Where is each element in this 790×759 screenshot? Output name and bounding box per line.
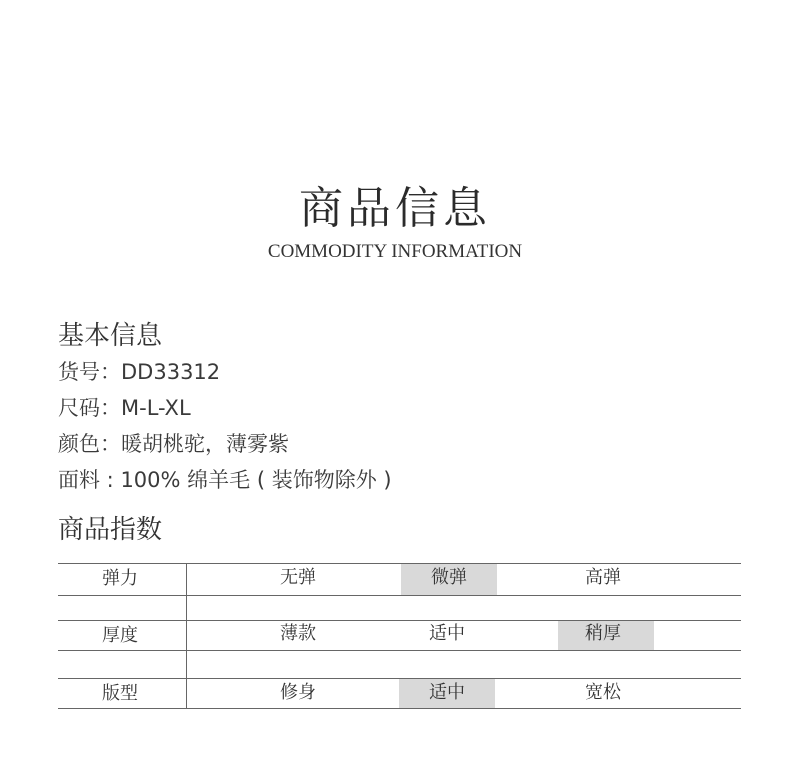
row-name-thickness: 厚度 bbox=[102, 625, 138, 646]
table-line bbox=[58, 678, 741, 679]
info-label: 货号： bbox=[58, 360, 121, 384]
table-line bbox=[58, 595, 741, 596]
option-cell: 稍厚 bbox=[585, 623, 621, 644]
info-row-item-number bbox=[58, 354, 748, 390]
info-value: 100% 绵羊毛 ( 装饰物除外 ) bbox=[120, 468, 392, 492]
basic-info-section bbox=[58, 318, 748, 498]
page-title: 商品信息 bbox=[299, 183, 491, 234]
row-name-elasticity: 弹力 bbox=[102, 568, 138, 589]
page-subtitle: COMMODITY INFORMATION bbox=[267, 241, 523, 262]
option-cell: 宽松 bbox=[585, 682, 621, 703]
option-cell: 适中 bbox=[429, 623, 465, 644]
table-line bbox=[58, 650, 741, 651]
option-cell: 薄款 bbox=[280, 623, 316, 644]
info-row-fabric bbox=[58, 462, 748, 498]
info-value: DD33312 bbox=[121, 360, 221, 384]
option-cell: 无弹 bbox=[280, 567, 316, 588]
table-divider bbox=[186, 563, 187, 709]
info-value: M-L-XL bbox=[121, 396, 191, 420]
info-row-color bbox=[58, 426, 748, 462]
row-name-fit: 版型 bbox=[102, 683, 138, 704]
option-cell: 修身 bbox=[280, 682, 316, 703]
info-label: 尺码： bbox=[58, 396, 121, 420]
info-label: 面料 : bbox=[58, 468, 121, 492]
basic-info-heading: 基本信息 bbox=[58, 321, 163, 351]
info-value: 暖胡桃驼，薄雾紫 bbox=[121, 432, 289, 456]
option-cell: 微弹 bbox=[431, 567, 467, 588]
index-table bbox=[58, 563, 741, 709]
info-row-size bbox=[58, 390, 748, 426]
option-cell: 适中 bbox=[429, 682, 465, 703]
info-label: 颜色： bbox=[58, 432, 121, 456]
table-line bbox=[58, 708, 741, 709]
table-line bbox=[58, 563, 741, 564]
option-cell: 高弹 bbox=[585, 567, 621, 588]
page-header bbox=[0, 182, 790, 264]
index-heading: 商品指数 bbox=[58, 515, 163, 545]
